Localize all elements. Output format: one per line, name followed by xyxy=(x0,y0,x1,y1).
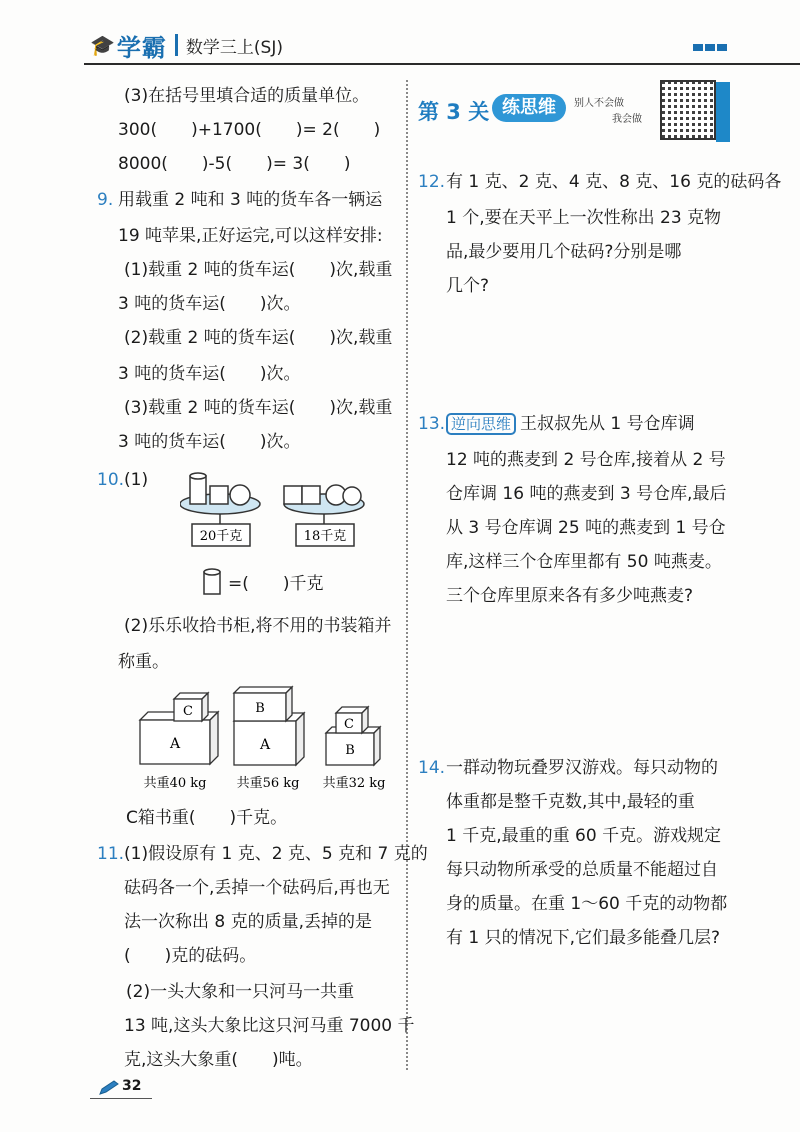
pencil-icon xyxy=(98,1080,120,1096)
q11-line4: ( )克的砝码。 xyxy=(124,946,257,966)
qr-code-icon xyxy=(660,80,716,140)
q13-number: 13. xyxy=(418,414,446,434)
q10-part2-line2: 称重。 xyxy=(118,652,169,672)
header-rule xyxy=(84,63,800,65)
q13-line3: 仓库调 16 吨的燕麦到 3 号仓库,最后 xyxy=(446,484,727,504)
q11-line3: 法一次称出 8 克的质量,丢掉的是 xyxy=(124,912,373,932)
q9-number: 9. xyxy=(97,190,114,210)
svg-text:B: B xyxy=(345,743,355,758)
scale-reading-right: 18千克 xyxy=(303,529,347,544)
cube-shape xyxy=(210,486,228,504)
page-number: 32 xyxy=(122,1078,142,1094)
q10-number: 10. xyxy=(97,470,125,490)
cylinder-icon xyxy=(200,568,224,598)
q9-option2: (2)载重 2 吨的货车运( )次,载重 xyxy=(124,328,393,348)
q10-part2-answer: C箱书重( )千克。 xyxy=(126,808,288,828)
q12-line1: 有 1 克、2 克、4 克、8 克、16 克的砝码各 xyxy=(446,172,782,192)
q13-line1 xyxy=(446,412,695,436)
q11-line1: (1)假设原有 1 克、2 克、5 克和 7 克的 xyxy=(124,844,428,864)
q9-option2b: 3 吨的货车运( )次。 xyxy=(118,364,301,384)
q9-option3b: 3 吨的货车运( )次。 xyxy=(118,432,301,452)
q10-part2-line1: (2)乐乐收拾书柜,将不用的书装箱并 xyxy=(124,616,392,636)
weight-label-2: 共重56 kg xyxy=(236,776,300,791)
q14-line2: 体重都是整千克数,其中,最轻的重 xyxy=(446,792,695,812)
q13-line6: 三个仓库里原来各有多少吨燕麦? xyxy=(446,586,694,606)
q11-line2: 砝码各一个,丢掉一个砝码后,再也无 xyxy=(124,878,390,898)
q9-option3: (3)载重 2 吨的货车运( )次,载重 xyxy=(124,398,393,418)
section-title: 第 3 关 xyxy=(418,100,490,124)
svg-text:B: B xyxy=(255,701,265,716)
logo-text: 学霸 xyxy=(116,33,167,62)
q9-option1b: 3 吨的货车运( )次。 xyxy=(118,294,301,314)
svg-text:A: A xyxy=(169,736,181,752)
header-decor-blocks xyxy=(693,44,727,51)
section-note-1: 别人不会做 xyxy=(574,98,624,109)
graduation-cap-icon: 🎓 xyxy=(90,33,115,57)
q10-cylinder-equation: =( )千克 xyxy=(228,574,324,594)
q14-line5: 身的质量。在重 1～60 千克的动物都 xyxy=(446,894,728,914)
q13-line5: 库,这样三个仓库里都有 50 吨燕麦。 xyxy=(446,552,722,572)
scale-reading-left: 20千克 xyxy=(199,529,243,544)
q12-line2: 1 个,要在天平上一次性称出 23 克物 xyxy=(446,208,722,228)
q8-part3-prompt: (3)在括号里填合适的质量单位。 xyxy=(124,86,370,106)
column-divider xyxy=(406,80,408,1070)
q9-line2: 19 吨苹果,正好运完,可以这样安排: xyxy=(118,226,383,246)
q8-line1: 300( )+1700( )= 2( ) xyxy=(118,120,381,140)
section-pill: 练思维 xyxy=(492,94,566,122)
q12-line3: 品,最少要用几个砝码?分别是哪 xyxy=(446,242,682,262)
ball-shape xyxy=(230,485,250,505)
cylinder-shape xyxy=(190,476,206,504)
q13-line4: 从 3 号仓库调 25 吨的燕麦到 1 号仓 xyxy=(446,518,726,538)
book-boxes-figure xyxy=(130,685,400,795)
reverse-thinking-tag: 逆向思维 xyxy=(446,413,516,435)
section-note-2: 我会做 xyxy=(612,114,642,125)
q11-line7: 克,这头大象重( )吨。 xyxy=(124,1050,313,1070)
book-title: 数学三上(SJ) xyxy=(185,37,283,58)
q14-line4: 每只动物所承受的总质量不能超过自 xyxy=(446,860,718,880)
page-header xyxy=(72,28,800,64)
footer-rule xyxy=(90,1098,152,1099)
q11-line6: 13 吨,这头大象比这只河马重 7000 千 xyxy=(124,1016,415,1036)
q12-number: 12. xyxy=(418,172,446,192)
svg-text:A: A xyxy=(259,737,271,753)
q11-number: 11. xyxy=(97,844,125,864)
q12-line4: 几个? xyxy=(446,276,490,296)
q9-option1: (1)载重 2 吨的货车运( )次,载重 xyxy=(124,260,393,280)
q10-part1-label: (1) xyxy=(124,470,149,490)
svg-text:C: C xyxy=(344,717,354,732)
q13-line1-text: 王叔叔先从 1 号仓库调 xyxy=(520,414,695,434)
q13-line2: 12 吨的燕麦到 2 号仓库,接着从 2 号 xyxy=(446,450,726,470)
q8-line2: 8000( )-5( )= 3( ) xyxy=(118,154,351,174)
weight-label-1: 共重40 kg xyxy=(143,776,207,791)
q14-line6: 有 1 只的情况下,它们最多能叠几层? xyxy=(446,928,721,948)
q14-number: 14. xyxy=(418,758,446,778)
weight-label-3: 共重32 kg xyxy=(322,776,386,791)
q11-line5: (2)一头大象和一只河马一共重 xyxy=(126,982,355,1002)
q9-line1: 用载重 2 吨和 3 吨的货车各一辆运 xyxy=(118,190,383,210)
q14-line1: 一群动物玩叠罗汉游戏。每只动物的 xyxy=(446,758,718,778)
brand-logo xyxy=(90,30,283,60)
qr-side-tab xyxy=(716,82,730,142)
balance-scales-figure xyxy=(180,468,380,558)
svg-text:C: C xyxy=(183,704,193,719)
q14-line3: 1 千克,最重的重 60 千克。游戏规定 xyxy=(446,826,722,846)
logo-divider xyxy=(175,34,178,56)
